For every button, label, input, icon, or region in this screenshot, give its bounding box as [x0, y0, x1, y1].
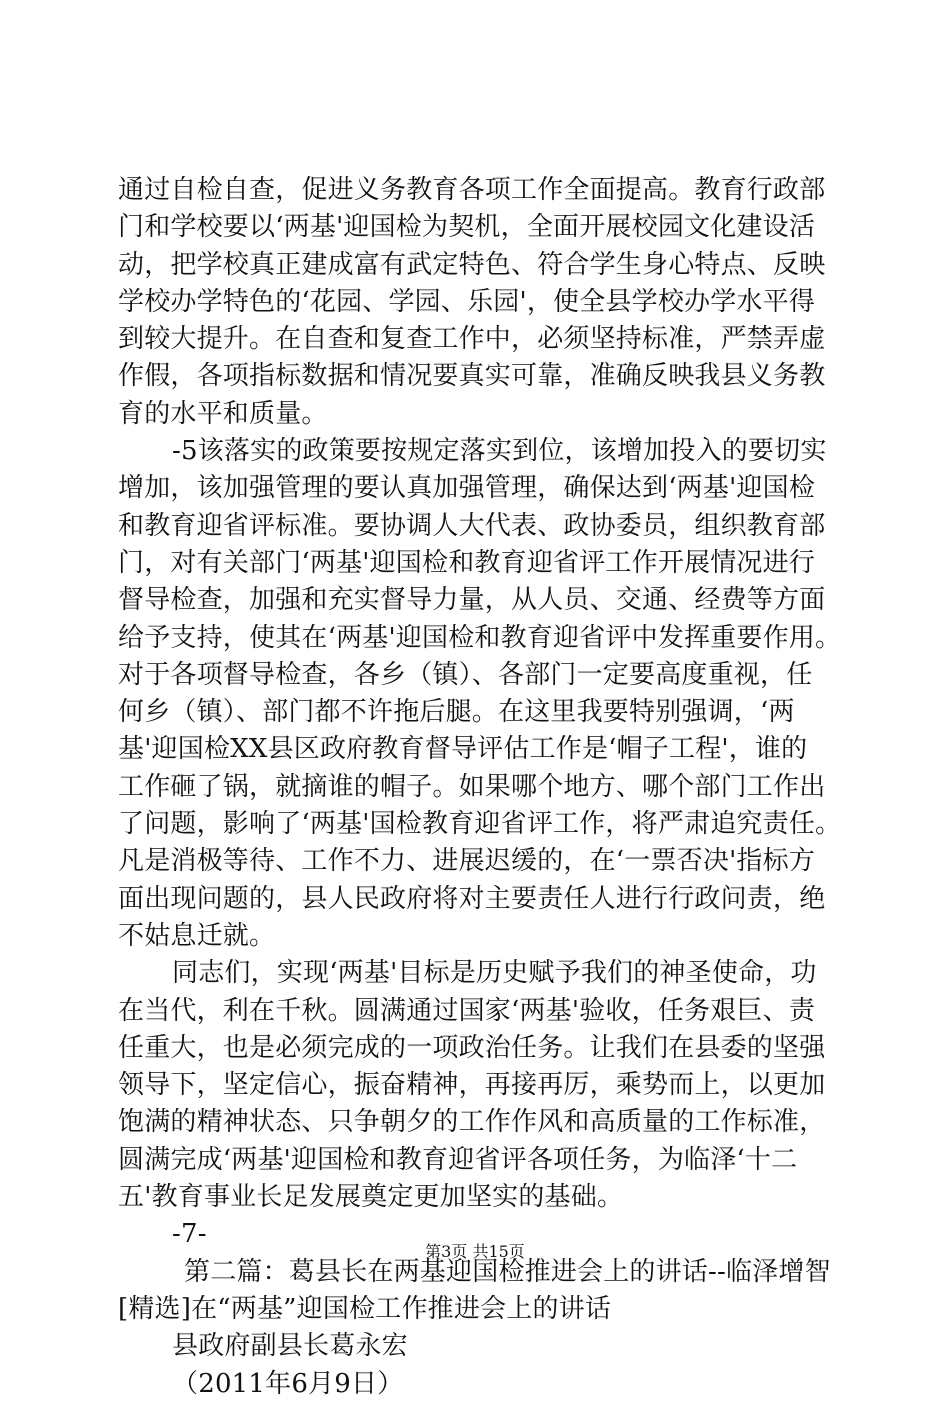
text-line: 不姑息迁就。	[118, 920, 276, 951]
text-line: 督导检查，加强和充实督导力量，从人员、交通、经费等方面	[118, 585, 826, 616]
text-line: （2011年6月9日）	[172, 1368, 404, 1399]
text-line: 任重大，也是必须完成的一项政治任务。让我们在县委的坚强	[118, 1032, 826, 1063]
text-line: 动，把学校真正建成富有武定特色、符合学生身心特点、反映	[118, 249, 826, 280]
text-line: 工作砸了锅，就摘谁的帽子。如果哪个地方、哪个部门工作出	[118, 771, 826, 802]
text-line: 门，对有关部门‘两基'迎国检和教育迎省评工作开展情况进行	[118, 547, 816, 578]
text-line: 作假，各项指标数据和情况要真实可靠，准确反映我县义务教	[118, 361, 826, 392]
text-line: 饱满的精神状态、只争朝夕的工作作风和高质量的工作标准，	[118, 1107, 826, 1138]
text-line: 第二篇：葛县长在两基迎国检推进会上的讲话--临泽增智	[184, 1256, 831, 1287]
text-line: 同志们，实现‘两基'目标是历史赋予我们的神圣使命，功	[172, 958, 817, 989]
text-line: 面出现问题的，县人民政府将对主要责任人进行行政问责，绝	[118, 883, 826, 914]
text-line: 通过自检自查，促进义务教育各项工作全面提高。教育行政部	[118, 175, 826, 205]
text-line: 何乡（镇）、部门都不许拖后腿。在这里我要特别强调，‘两	[118, 697, 795, 728]
text-line: 圆满完成‘两基'迎国检和教育迎省评各项任务，为临泽‘十二	[118, 1144, 798, 1175]
text-line: 育的水平和质量。	[118, 398, 328, 429]
text-line: -7-	[172, 1219, 207, 1250]
text-line: 给予支持，使其在‘两基'迎国检和教育迎省评中发挥重要作用。	[118, 622, 842, 653]
text-line: 五'教育事业长足发展奠定更加坚实的基础。	[118, 1182, 624, 1213]
text-line: -5该落实的政策要按规定落实到位，该增加投入的要切实	[172, 436, 827, 467]
text-line: 了问题，影响了‘两基'国检教育迎省评工作，将严肃追究责任。	[118, 809, 842, 840]
text-line: 凡是消极等待、工作不力、进展迟缓的，在‘一票否决'指标方	[118, 846, 816, 877]
text-line: 县政府副县长葛永宏	[172, 1331, 408, 1362]
text-line: [精选]在“两基”迎国检工作推进会上的讲话	[118, 1293, 612, 1324]
text-line: 和教育迎省评标准。要协调人大代表、政协委员，组织教育部	[118, 510, 826, 541]
text-line: 门和学校要以‘两基'迎国检为契机，全面开展校园文化建设活	[118, 212, 816, 243]
text-line: 对于各项督导检查，各乡（镇）、各部门一定要高度重视，任	[118, 659, 813, 690]
page-footer: 第3页 共15页	[425, 1242, 525, 1261]
text-line: 到较大提升。在自查和复查工作中，必须坚持标准，严禁弄虚	[118, 324, 826, 355]
text-line: 在当代，利在千秋。圆满通过国家‘两基'验收，任务艰巨、责	[118, 995, 816, 1026]
text-line: 学校办学特色的‘花园、学园、乐园'，使全县学校办学水平得	[118, 286, 816, 317]
text-line: 领导下，坚定信心，振奋精神，再接再厉，乘势而上，以更加	[118, 1070, 826, 1101]
document-body	[118, 172, 858, 1403]
text-line: 基'迎国检XX县区政府教育督导评估工作是‘帽子工程'，谁的	[118, 734, 808, 765]
text-line: 增加，该加强管理的要认真加强管理，确保达到‘两基'迎国检	[118, 473, 816, 504]
